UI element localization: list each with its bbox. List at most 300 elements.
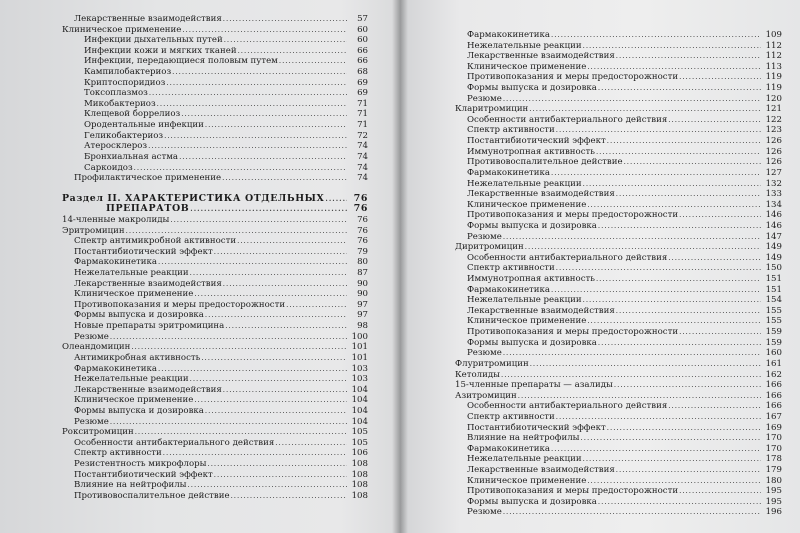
toc-leader-dots <box>679 486 761 497</box>
toc-entry-page: 161 <box>765 358 782 369</box>
toc-entry-page: 120 <box>765 93 782 104</box>
toc-entry <box>455 476 782 487</box>
toc-leader-dots <box>181 109 347 120</box>
toc-entry-title: Противопоказания и меры предосторожности <box>74 299 286 310</box>
toc-entry <box>62 300 368 311</box>
toc-entry <box>62 438 368 449</box>
toc-entry-page: 66 <box>357 56 368 67</box>
toc-entry-page: 69 <box>357 88 368 99</box>
toc-leader-dots <box>201 353 347 364</box>
toc-entry <box>62 470 368 481</box>
toc-leader-dots <box>163 448 347 459</box>
toc-entry-title: Новые препараты эритромицина <box>74 321 225 332</box>
toc-entry-page: 159 <box>765 327 782 338</box>
toc-entry-page: 97 <box>357 310 368 321</box>
toc-entry-page: 66 <box>357 45 368 56</box>
toc-entry-page: 104 <box>351 416 368 427</box>
toc-entry <box>455 465 782 476</box>
toc-entry <box>455 306 782 317</box>
toc-entry <box>455 327 782 338</box>
toc-leader-dots <box>158 257 347 268</box>
toc-entry-title: Токсоплазмоз <box>84 88 148 99</box>
toc-leader-dots <box>238 46 347 57</box>
toc-entry <box>62 417 368 428</box>
toc-entry <box>62 353 368 364</box>
toc-entry <box>455 41 782 52</box>
toc-entry-page: 119 <box>765 83 782 94</box>
toc-entry-page: 151 <box>765 274 782 285</box>
toc-entry <box>62 236 368 247</box>
toc-leader-dots <box>503 232 761 243</box>
toc-leader-dots <box>286 300 347 311</box>
toc-entry-title: ПРЕПАРАТОВ <box>106 203 190 215</box>
toc-entry <box>62 480 368 491</box>
toc-entry <box>62 491 368 502</box>
toc-entry-page: 151 <box>765 284 782 295</box>
toc-entry <box>455 497 782 508</box>
toc-entry-page: 87 <box>357 268 368 279</box>
toc-entry-title: Спектр активности <box>467 411 555 422</box>
toc-entry-page: 112 <box>765 51 782 62</box>
toc-entry-page: 60 <box>357 35 368 46</box>
toc-entry-title: Иммунотропная активность <box>467 146 595 157</box>
toc-entry-title: Резюме <box>467 507 502 518</box>
toc-entry-title: Инфекции, передающиеся половым путем <box>84 56 278 67</box>
toc-entry-page: 72 <box>357 130 368 141</box>
toc-leader-dots <box>158 364 347 375</box>
toc-entry-page: 108 <box>351 480 368 491</box>
toc-entry-title: Спектр активности <box>467 263 555 274</box>
toc-leader-dots <box>587 476 761 487</box>
toc-leader-dots <box>231 491 347 502</box>
toc-entry <box>62 109 368 120</box>
toc-entry-page: 121 <box>765 104 782 115</box>
toc-entry <box>455 359 782 370</box>
toc-entry-title: Азитромицин <box>455 390 517 401</box>
toc-entry <box>62 14 368 25</box>
toc-entry <box>62 35 368 46</box>
toc-entry-title: Бронхиальная астма <box>84 151 179 162</box>
toc-entry <box>455 51 782 62</box>
toc-entry <box>62 204 368 215</box>
toc-leader-dots <box>581 433 761 444</box>
toc-entry-page: 162 <box>765 369 782 380</box>
toc-leader-dots <box>616 189 761 200</box>
toc-leader-dots <box>190 204 347 215</box>
toc-entry <box>455 147 782 158</box>
toc-entry-page: 195 <box>765 496 782 507</box>
toc-entry-page: 76 <box>357 225 368 236</box>
toc-entry-title: Нежелательные реакции <box>74 374 189 385</box>
toc-entry-title: 14-членные макролиды <box>62 214 170 225</box>
toc-entry <box>455 62 782 73</box>
toc-entry <box>455 274 782 285</box>
toc-entry-page: 132 <box>765 178 782 189</box>
toc-leader-dots <box>503 507 761 518</box>
toc-entry <box>455 507 782 518</box>
toc-entry-title: Микобактериоз <box>84 98 156 109</box>
toc-leader-dots <box>131 342 347 353</box>
toc-leader-dots <box>179 152 347 163</box>
toc-entry-title: Противовоспалительное действие <box>467 157 623 168</box>
toc-entry <box>62 163 368 174</box>
toc-entry-page: 74 <box>357 173 368 184</box>
toc-leader-dots <box>616 51 761 62</box>
toc-entry-page: 147 <box>765 231 782 242</box>
toc-entry-title: Эритромицин <box>62 225 125 236</box>
toc-entry <box>62 395 368 406</box>
toc-entry-title: Резистентность микрофлоры <box>74 458 207 469</box>
toc-entry-page: 104 <box>351 405 368 416</box>
toc-entry-page: 179 <box>765 464 782 475</box>
toc-entry-page: 134 <box>765 199 782 210</box>
toc-entry-page: 79 <box>357 246 368 257</box>
toc-entry-title: Спектр активности <box>74 448 162 459</box>
toc-entry-title: Нежелательные реакции <box>467 40 582 51</box>
toc-leader-dots <box>166 78 347 89</box>
toc-entry-page: 76 <box>357 214 368 225</box>
toc-entry-title: Лекарственные взаимодействия <box>467 305 615 316</box>
toc-entry-title: Клиническое применение <box>467 199 587 210</box>
toc-entry-page: 146 <box>765 220 782 231</box>
toc-entry-title: Постантибиотический эффект <box>74 469 213 480</box>
toc-entry <box>62 141 368 152</box>
toc-entry-page: 101 <box>351 342 368 353</box>
toc-entry-page: 155 <box>765 305 782 316</box>
toc-entry-page: 195 <box>765 486 782 497</box>
toc-leader-dots <box>598 338 761 349</box>
toc-entry-page: 74 <box>357 151 368 162</box>
toc-entry-page: 122 <box>765 114 782 125</box>
toc-leader-dots <box>530 359 761 370</box>
toc-entry-page: 166 <box>765 380 782 391</box>
toc-entry <box>62 247 368 258</box>
toc-leader-dots <box>194 395 347 406</box>
toc-leader-dots <box>518 391 761 402</box>
toc-entry-title: Флуритромицин <box>455 358 529 369</box>
toc-entry-title: Клещевой боррелиоз <box>84 109 181 120</box>
toc-entry-title: Влияние на нейтрофилы <box>74 480 187 491</box>
toc-leader-dots <box>170 215 347 226</box>
right-page <box>400 0 800 533</box>
toc-entry <box>62 173 368 184</box>
toc-entry-title: Лекарственные взаимодействия <box>74 14 222 24</box>
toc-entry-title: Фармакокинетика <box>74 257 158 268</box>
toc-entry-title: Постантибиотический эффект <box>467 422 606 433</box>
toc-leader-dots <box>607 136 761 147</box>
toc-leader-dots <box>148 141 347 152</box>
toc-entry-title: Фармакокинетика <box>74 363 158 374</box>
toc-entry-page: 71 <box>357 120 368 131</box>
toc-entry-page: 76 <box>353 192 368 204</box>
toc-entry <box>455 179 782 190</box>
toc-leader-dots <box>188 480 347 491</box>
toc-entry-title: Фармакокинетика <box>467 30 551 40</box>
toc-leader-dots <box>679 210 761 221</box>
toc-leader-dots <box>587 316 761 327</box>
toc-leader-dots <box>551 30 761 41</box>
toc-leader-dots <box>598 221 761 232</box>
toc-leader-dots <box>214 247 347 258</box>
toc-entry-title: Формы выпуска и дозировка <box>467 220 597 231</box>
toc-entry <box>455 454 782 465</box>
toc-entry <box>62 321 368 332</box>
toc-entry <box>62 427 368 438</box>
toc-entry-title: Нежелательные реакции <box>467 295 582 306</box>
toc-entry-title: Клиническое применение <box>467 316 587 327</box>
toc-entry <box>62 332 368 343</box>
toc-entry-page: 123 <box>765 125 782 136</box>
toc-leader-dots <box>583 295 761 306</box>
toc-entry-page: 103 <box>351 363 368 374</box>
toc-entry-page: 159 <box>765 337 782 348</box>
toc-entry <box>62 56 368 67</box>
toc-leader-dots <box>503 348 761 359</box>
toc-entry <box>455 444 782 455</box>
toc-leader-dots <box>587 200 761 211</box>
toc-entry-page: 126 <box>765 136 782 147</box>
toc-entry-title: Саркоидоз <box>84 162 133 173</box>
toc-entry <box>455 94 782 105</box>
toc-leader-dots <box>126 226 347 237</box>
toc-entry <box>455 348 782 359</box>
toc-entry-title: Профилактическое применение <box>74 173 222 184</box>
toc-leader-dots <box>551 285 761 296</box>
toc-entry-title: Нежелательные реакции <box>467 454 582 465</box>
toc-entry <box>62 215 368 226</box>
toc-entry <box>62 25 368 36</box>
toc-entry-page: 68 <box>357 67 368 78</box>
toc-entry-page: 166 <box>765 401 782 412</box>
toc-entry-page: 105 <box>351 427 368 438</box>
toc-leader-dots <box>583 41 761 52</box>
toc-entry <box>62 67 368 78</box>
toc-entry-title: Клиническое применение <box>62 24 182 35</box>
toc-entry <box>455 412 782 423</box>
toc-leader-dots <box>616 306 761 317</box>
toc-entry-title: Противопоказания и меры предосторожности <box>467 210 679 221</box>
toc-leader-dots <box>237 236 347 247</box>
toc-entry-title: Диритромицин <box>455 242 524 253</box>
toc-leader-dots <box>194 289 347 300</box>
toc-leader-dots <box>110 332 347 343</box>
toc-leader-dots <box>556 263 761 274</box>
toc-entry-title: Особенности антибактериального действия <box>467 252 668 263</box>
toc-entry-page: 71 <box>357 98 368 109</box>
toc-entry <box>455 338 782 349</box>
toc-entry-title: Противопоказания и меры предосторожности <box>467 72 679 83</box>
toc-entry-title: Фармакокинетика <box>467 443 551 454</box>
toc-entry-title: Геликобактериоз <box>84 130 164 141</box>
toc-entry-title: Антимикробная активность <box>74 352 201 363</box>
toc-entry <box>455 232 782 243</box>
toc-entry-title: Клиническое применение <box>74 395 194 406</box>
toc-leader-dots <box>616 465 761 476</box>
toc-entry-title: Нежелательные реакции <box>74 268 189 279</box>
toc-entry-title: Лекарственные взаимодействия <box>74 278 222 289</box>
toc-entry-title: Формы выпуска и дозировка <box>467 83 597 94</box>
toc-leader-dots <box>223 279 347 290</box>
toc-entry-page: 100 <box>351 331 368 342</box>
toc-leader-dots <box>207 459 347 470</box>
toc-leader-dots <box>596 147 761 158</box>
left-toc <box>62 14 368 501</box>
toc-leader-dots <box>205 406 347 417</box>
toc-leader-dots <box>583 454 761 465</box>
toc-entry-page: 74 <box>357 162 368 173</box>
toc-leader-dots <box>164 131 347 142</box>
toc-entry-title: Лекарственные взаимодействия <box>467 464 615 475</box>
toc-entry <box>455 30 782 41</box>
toc-entry <box>455 295 782 306</box>
toc-entry-page: 133 <box>765 189 782 200</box>
toc-leader-dots <box>556 412 761 423</box>
toc-entry <box>62 131 368 142</box>
toc-entry-page: 112 <box>765 40 782 51</box>
toc-entry <box>455 433 782 444</box>
toc-entry-title: Противопоказания и меры предосторожности <box>467 486 679 497</box>
toc-leader-dots <box>224 35 347 46</box>
toc-entry-page: 104 <box>351 395 368 406</box>
toc-entry <box>455 401 782 412</box>
toc-leader-dots <box>157 99 347 110</box>
toc-entry-title: Иммунотропная активность <box>467 274 595 285</box>
toc-leader-dots <box>214 470 347 481</box>
toc-leader-dots <box>679 72 761 83</box>
toc-entry-title: Влияние на нейтрофилы <box>467 433 580 444</box>
toc-leader-dots <box>598 497 761 508</box>
toc-entry <box>455 104 782 115</box>
toc-entry <box>62 342 368 353</box>
toc-entry-page: 108 <box>351 490 368 501</box>
toc-entry-page: 108 <box>351 458 368 469</box>
toc-entry-page: 166 <box>765 390 782 401</box>
toc-entry-page: 101 <box>351 352 368 363</box>
toc-entry <box>455 242 782 253</box>
toc-entry-page: 146 <box>765 210 782 221</box>
toc-leader-dots <box>614 380 761 391</box>
toc-entry-page: 169 <box>765 422 782 433</box>
toc-entry-page: 90 <box>357 278 368 289</box>
toc-leader-dots <box>182 25 347 36</box>
toc-entry-title: Инфекции кожи и мягких тканей <box>84 45 237 56</box>
toc-entry-page: 90 <box>357 289 368 300</box>
toc-leader-dots <box>225 321 347 332</box>
toc-entry-page: 97 <box>357 299 368 310</box>
toc-entry-title: Противопоказания и меры предосторожности <box>467 327 679 338</box>
toc-entry <box>455 253 782 264</box>
toc-entry <box>62 78 368 89</box>
toc-leader-dots <box>587 62 761 73</box>
toc-entry <box>62 364 368 375</box>
toc-entry-page: 76 <box>357 236 368 247</box>
right-toc <box>455 30 782 518</box>
toc-entry <box>62 310 368 321</box>
toc-entry-title: Клиническое применение <box>74 289 194 300</box>
toc-leader-dots <box>529 104 761 115</box>
toc-entry-title: Формы выпуска и дозировка <box>74 310 204 321</box>
toc-entry-title: Лекарственные взаимодействия <box>467 51 615 62</box>
toc-entry <box>62 448 368 459</box>
toc-entry-page: 109 <box>765 30 782 40</box>
toc-entry-title: Лекарственные взаимодействия <box>467 189 615 200</box>
toc-entry-title: Рокситромицин <box>62 427 134 438</box>
toc-leader-dots <box>172 67 347 78</box>
toc-entry-title: Атеросклероз <box>84 141 148 152</box>
toc-entry <box>455 136 782 147</box>
toc-entry <box>455 380 782 391</box>
toc-entry-page: 80 <box>357 257 368 268</box>
toc-entry-page: 126 <box>765 157 782 168</box>
toc-leader-dots <box>668 253 761 264</box>
toc-entry-title: Резюме <box>467 231 502 242</box>
toc-leader-dots <box>556 125 761 136</box>
toc-entry-title: Особенности антибактериального действия <box>467 401 668 412</box>
toc-entry-page: 167 <box>765 411 782 422</box>
toc-entry-page: 76 <box>353 203 368 215</box>
toc-entry-title: Резюме <box>467 93 502 104</box>
toc-entry-title: Резюме <box>74 416 109 427</box>
toc-entry-title: Особенности антибактериального действия <box>467 114 668 125</box>
toc-entry-title: Спектр антимикробной активности <box>74 236 237 247</box>
toc-entry <box>62 279 368 290</box>
toc-entry-title: Фармакокинетика <box>467 284 551 295</box>
toc-leader-dots <box>325 194 347 205</box>
toc-entry <box>455 72 782 83</box>
toc-leader-dots <box>190 374 347 385</box>
toc-entry-page: 149 <box>765 252 782 263</box>
toc-leader-dots <box>135 427 347 438</box>
toc-entry-title: Клиническое применение <box>467 61 587 72</box>
toc-entry <box>62 385 368 396</box>
toc-entry-title: Раздел II. ХАРАКТЕРИСТИКА ОТДЕЛЬНЫХ <box>62 192 325 204</box>
toc-entry-page: 69 <box>357 77 368 88</box>
toc-entry-title: Спектр активности <box>467 125 555 136</box>
toc-entry-page: 155 <box>765 316 782 327</box>
toc-entry-page: 105 <box>351 437 368 448</box>
toc-entry-page: 154 <box>765 295 782 306</box>
toc-leader-dots <box>679 327 761 338</box>
toc-leader-dots <box>668 401 761 412</box>
toc-entry-title: Кампилобактериоз <box>84 67 172 78</box>
toc-entry-title: Олеандомицин <box>62 342 131 353</box>
toc-leader-dots <box>110 417 347 428</box>
toc-entry-title: Формы выпуска и дозировка <box>74 405 204 416</box>
toc-leader-dots <box>275 438 347 449</box>
toc-leader-dots <box>551 444 761 455</box>
toc-entry-title: Резюме <box>74 331 109 342</box>
toc-leader-dots <box>598 83 761 94</box>
toc-leader-dots <box>279 56 347 67</box>
toc-leader-dots <box>222 173 347 184</box>
toc-leader-dots <box>503 94 761 105</box>
toc-leader-dots <box>190 268 347 279</box>
toc-entry <box>455 285 782 296</box>
toc-leader-dots <box>525 242 761 253</box>
toc-entry-page: 98 <box>357 321 368 332</box>
toc-leader-dots <box>501 370 761 381</box>
toc-entry-page: 119 <box>765 72 782 83</box>
toc-entry <box>455 263 782 274</box>
toc-entry-title: Фармакокинетика <box>467 167 551 178</box>
toc-entry <box>455 157 782 168</box>
toc-entry-title: Криптоспоридиоз <box>84 77 166 88</box>
toc-leader-dots <box>583 179 761 190</box>
toc-entry <box>455 210 782 221</box>
toc-entry-page: 126 <box>765 146 782 157</box>
toc-entry <box>455 370 782 381</box>
toc-entry-page: 127 <box>765 167 782 178</box>
